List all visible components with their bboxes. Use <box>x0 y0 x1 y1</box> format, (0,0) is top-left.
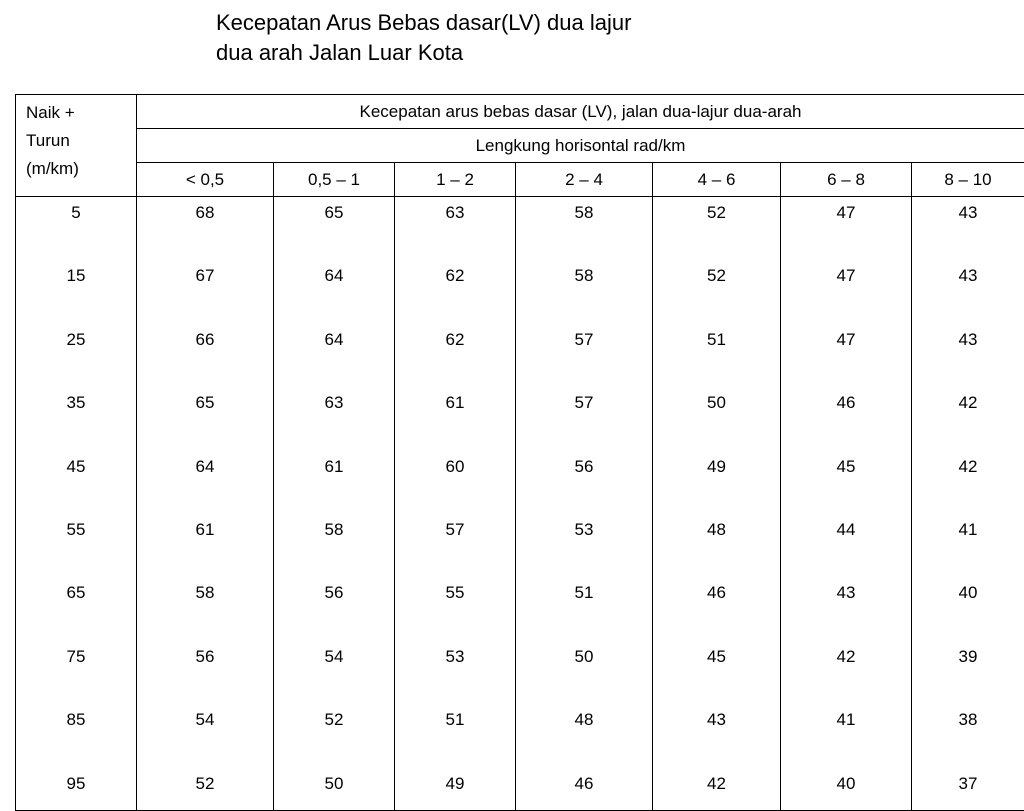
speed-cell: 43 <box>912 197 1024 261</box>
speed-cell: 44 <box>781 514 912 577</box>
grade-cell: 15 <box>16 260 137 323</box>
speed-cell: 61 <box>274 451 395 514</box>
grade-cell: 35 <box>16 387 137 450</box>
speed-cell: 43 <box>653 704 781 767</box>
speed-cell: 50 <box>274 768 395 811</box>
column-header: < 0,5 <box>137 163 274 197</box>
grade-cell: 55 <box>16 514 137 577</box>
speed-cell: 52 <box>653 260 781 323</box>
table-row <box>16 197 1024 261</box>
speed-cell: 62 <box>395 260 516 323</box>
speed-cell: 64 <box>274 324 395 387</box>
speed-cell: 51 <box>516 577 653 640</box>
speed-cell: 48 <box>653 514 781 577</box>
table-row <box>16 324 1024 387</box>
column-header: 6 – 8 <box>781 163 912 197</box>
speed-cell: 64 <box>137 451 274 514</box>
speed-cell: 65 <box>274 197 395 261</box>
speed-cell: 64 <box>274 260 395 323</box>
speed-cell: 49 <box>653 451 781 514</box>
row-header-line-2: Turun <box>26 127 136 155</box>
table-row <box>16 577 1024 640</box>
free-flow-speed-table <box>15 94 1024 811</box>
speed-cell: 51 <box>395 704 516 767</box>
speed-cell: 49 <box>395 768 516 811</box>
speed-cell: 41 <box>781 704 912 767</box>
speed-cell: 58 <box>137 577 274 640</box>
table-header <box>16 95 1024 197</box>
speed-cell: 68 <box>137 197 274 261</box>
speed-cell: 60 <box>395 451 516 514</box>
speed-cell: 43 <box>781 577 912 640</box>
grade-cell: 95 <box>16 768 137 811</box>
speed-cell: 67 <box>137 260 274 323</box>
row-header-grade <box>16 95 137 197</box>
speed-cell: 45 <box>653 641 781 704</box>
speed-cell: 40 <box>912 577 1024 640</box>
title-line-2: dua arah Jalan Luar Kota <box>216 38 631 68</box>
speed-cell: 46 <box>653 577 781 640</box>
speed-cell: 45 <box>781 451 912 514</box>
grade-cell: 85 <box>16 704 137 767</box>
speed-cell: 50 <box>516 641 653 704</box>
speed-cell: 52 <box>137 768 274 811</box>
speed-cell: 42 <box>653 768 781 811</box>
sub-header-horizontal-curvature: Lengkung horisontal rad/km <box>137 129 1024 163</box>
column-header: 4 – 6 <box>653 163 781 197</box>
title-line-1: Kecepatan Arus Bebas dasar(LV) dua lajur <box>216 8 631 38</box>
speed-cell: 56 <box>137 641 274 704</box>
speed-cell: 41 <box>912 514 1024 577</box>
table-row <box>16 387 1024 450</box>
grade-cell: 25 <box>16 324 137 387</box>
speed-cell: 42 <box>781 641 912 704</box>
speed-cell: 66 <box>137 324 274 387</box>
speed-cell: 50 <box>653 387 781 450</box>
column-header: 8 – 10 <box>912 163 1024 197</box>
speed-cell: 47 <box>781 260 912 323</box>
speed-cell: 47 <box>781 324 912 387</box>
speed-cell: 53 <box>395 641 516 704</box>
page-title <box>216 8 631 68</box>
speed-cell: 40 <box>781 768 912 811</box>
row-header-line-1: Naik + <box>26 99 136 127</box>
speed-cell: 57 <box>516 387 653 450</box>
table-row <box>16 514 1024 577</box>
table-row <box>16 641 1024 704</box>
speed-cell: 46 <box>516 768 653 811</box>
speed-cell: 57 <box>516 324 653 387</box>
speed-cell: 58 <box>274 514 395 577</box>
speed-cell: 38 <box>912 704 1024 767</box>
column-header: 1 – 2 <box>395 163 516 197</box>
speed-cell: 48 <box>516 704 653 767</box>
speed-cell: 53 <box>516 514 653 577</box>
speed-cell: 55 <box>395 577 516 640</box>
speed-cell: 52 <box>274 704 395 767</box>
speed-cell: 46 <box>781 387 912 450</box>
speed-cell: 57 <box>395 514 516 577</box>
group-header-free-flow-speed: Kecepatan arus bebas dasar (LV), jalan dua-lajur dua-arah <box>137 95 1024 129</box>
speed-cell: 62 <box>395 324 516 387</box>
speed-cell: 37 <box>912 768 1024 811</box>
table-body <box>16 197 1024 811</box>
grade-cell: 65 <box>16 577 137 640</box>
speed-cell: 58 <box>516 260 653 323</box>
grade-cell: 75 <box>16 641 137 704</box>
table-row <box>16 704 1024 767</box>
column-header: 0,5 – 1 <box>274 163 395 197</box>
column-header: 2 – 4 <box>516 163 653 197</box>
speed-cell: 61 <box>137 514 274 577</box>
speed-cell: 61 <box>395 387 516 450</box>
grade-cell: 5 <box>16 197 137 261</box>
speed-cell: 47 <box>781 197 912 261</box>
speed-cell: 52 <box>653 197 781 261</box>
row-header-line-3: (m/km) <box>26 155 136 183</box>
speed-cell: 58 <box>516 197 653 261</box>
speed-cell: 63 <box>274 387 395 450</box>
table-row <box>16 260 1024 323</box>
speed-cell: 56 <box>274 577 395 640</box>
speed-cell: 56 <box>516 451 653 514</box>
table-row <box>16 451 1024 514</box>
speed-cell: 54 <box>274 641 395 704</box>
speed-cell: 43 <box>912 260 1024 323</box>
speed-cell: 51 <box>653 324 781 387</box>
speed-cell: 43 <box>912 324 1024 387</box>
column-header-row <box>16 163 1024 197</box>
grade-cell: 45 <box>16 451 137 514</box>
speed-cell: 65 <box>137 387 274 450</box>
speed-cell: 54 <box>137 704 274 767</box>
speed-cell: 42 <box>912 387 1024 450</box>
speed-cell: 39 <box>912 641 1024 704</box>
speed-cell: 63 <box>395 197 516 261</box>
speed-cell: 42 <box>912 451 1024 514</box>
table-row <box>16 768 1024 811</box>
